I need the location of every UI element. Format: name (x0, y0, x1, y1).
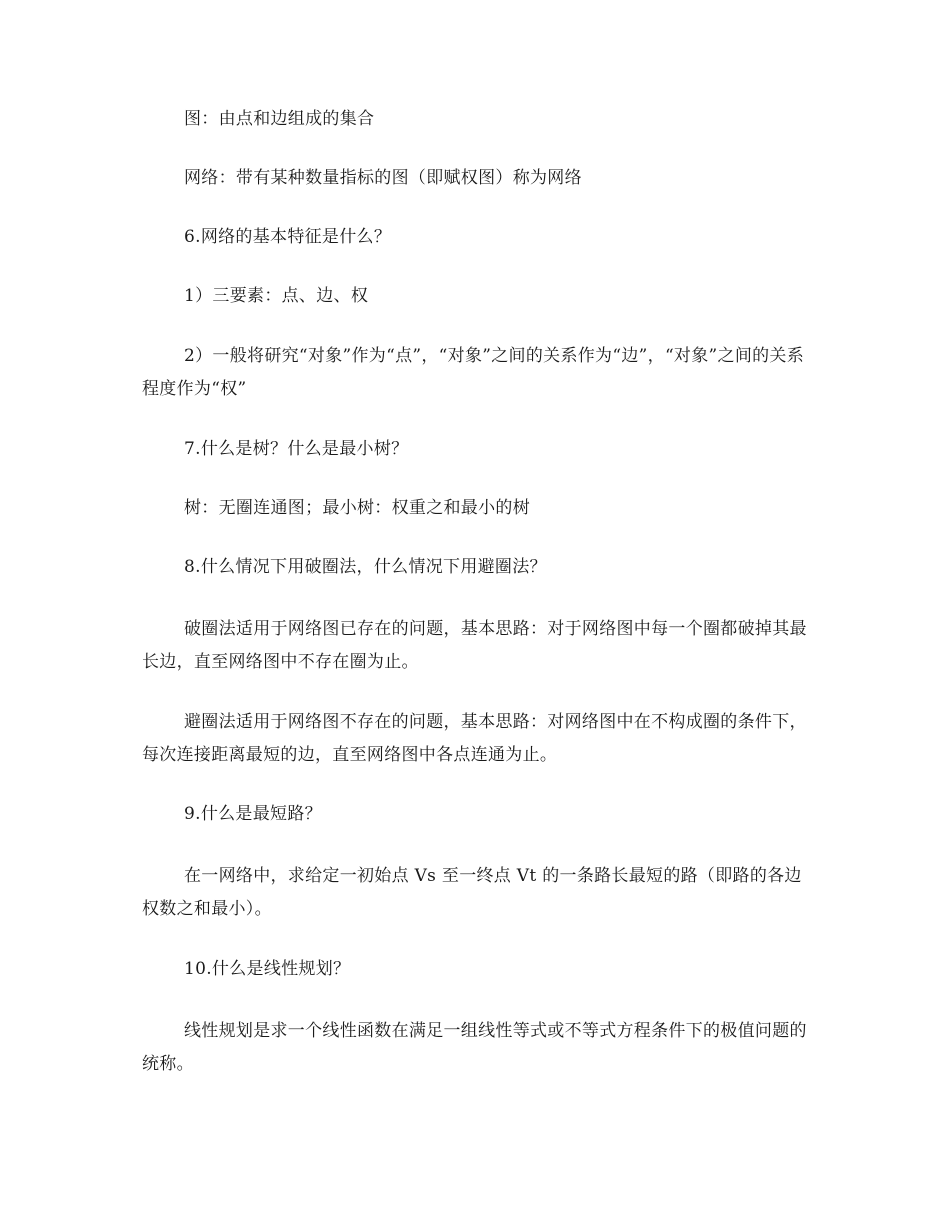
answer-8-break-cycle: 破圈法适用于网络图已存在的问题，基本思路：对于网络图中每一个圈都破掉其最长边，直至网络图中不存在圈为止。 (142, 619, 807, 672)
question-10-heading: 10.什么是线性规划？ (184, 959, 351, 979)
question-8-heading: 8.什么情况下用破圈法，什么情况下用避圈法？ (184, 557, 547, 577)
question-9-heading: 9.什么是最短路？ (184, 804, 322, 824)
question-6-heading: 6.网络的基本特征是什么？ (184, 227, 392, 247)
answer-6-point-1: 1）三要素：点、边、权 (184, 286, 369, 306)
question-7-heading: 7.什么是树？什么是最小树？ (184, 439, 409, 459)
answer-8-avoid-cycle: 避圈法适用于网络图不存在的问题，基本思路：对网络图中在不构成圈的条件下，每次连接距离最短的边，直至网络图中各点连通为止。 (142, 712, 807, 765)
definition-graph: 图：由点和边组成的集合 (184, 109, 375, 129)
definition-network: 网络：带有某种数量指标的图（即赋权图）称为网络 (184, 168, 582, 188)
answer-10: 线性规划是求一个线性函数在满足一组线性等式或不等式方程条件下的极值问题的统称。 (142, 1021, 807, 1074)
answer-7: 树：无圈连通图；最小树：权重之和最小的树 (184, 498, 530, 518)
answer-6-point-2: 2）一般将研究“对象”作为“点”，“对象”之间的关系作为“边”，“对象”之间的关系程度作为“权” (142, 346, 805, 399)
answer-9: 在一网络中，求给定一初始点 Vs 至一终点 Vt 的一条路长最短的路（即路的各边权数之和最小）。 (142, 866, 802, 919)
